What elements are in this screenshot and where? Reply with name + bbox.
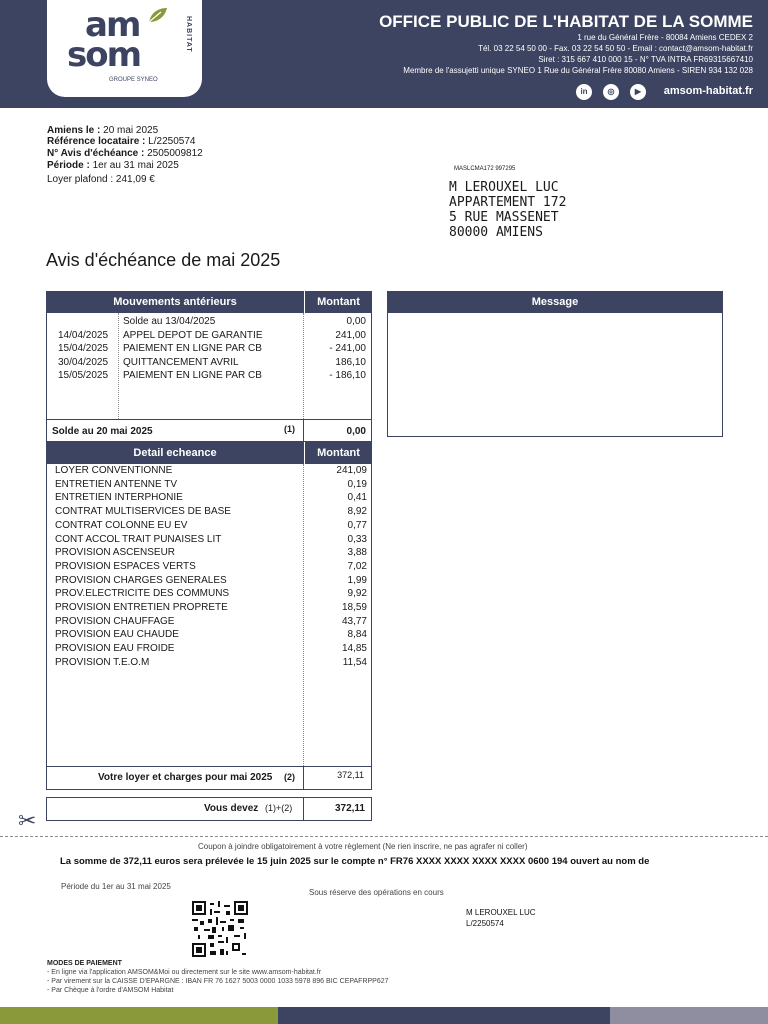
loyer-plafond: Loyer plafond : 241,09 €: [47, 174, 155, 185]
detail-amount: 0,41: [347, 492, 367, 504]
detail-amount: 14,85: [341, 643, 367, 655]
detail-header: Detail echeance: [46, 442, 304, 464]
coupon-ref: L/2250574: [466, 919, 504, 928]
organization-name: OFFICE PUBLIC DE L'HABITAT DE LA SOMME: [379, 12, 753, 31]
payment-line-3: - Par Chèque à l'ordre d'AMSOM Habitat: [47, 987, 174, 994]
date-line: Amiens le : 20 mai 2025: [47, 125, 159, 136]
detail-amount: 11,54: [342, 656, 367, 668]
period-line: Période : 1er au 31 mai 2025: [47, 160, 179, 171]
mv-amount: 186,10: [335, 356, 366, 368]
solde-label: Solde au 20 mai 2025: [52, 426, 153, 437]
logo-habitat-text: HABITAT: [185, 16, 192, 53]
payment-title: MODES DE PAIEMENT: [47, 960, 122, 967]
detail-label: CONT ACCOL TRAIT PUNAISES LIT: [55, 533, 222, 545]
org-address: 1 rue du Général Frère - 80084 Amiens CEDEX 2: [577, 33, 753, 42]
page-title: Avis d'échéance de mai 2025: [46, 250, 281, 270]
detail-amount: 0,33: [347, 533, 367, 545]
total-label: Votre loyer et charges pour mai 2025: [98, 772, 273, 783]
detail-label: PROVISION T.E.O.M: [55, 656, 150, 668]
mv-date: 15/04/2025: [58, 343, 109, 355]
solde-value: 0,00: [346, 426, 366, 437]
mouvements-header: Mouvements antérieurs: [46, 291, 304, 313]
detail-amount: 0,19: [347, 478, 367, 490]
total-value: 372,11: [337, 770, 364, 780]
website-link[interactable]: amsom-habitat.fr: [663, 85, 753, 97]
amsom-logo: [47, 0, 202, 97]
mv-date: 30/04/2025: [58, 356, 109, 368]
recipient-address: M LEROUXEL LUC APPARTEMENT 172 5 RUE MASSENET 80000 AMIENS: [449, 180, 567, 240]
qr-code: [192, 901, 248, 957]
detail-label: CONTRAT MULTISERVICES DE BASE: [55, 506, 231, 518]
total-col-divider: [303, 766, 304, 790]
detail-amount: 9,92: [347, 588, 367, 600]
coupon-reserve: Sous réserve des opérations en cours: [309, 888, 444, 897]
detail-label: PROV.ELECTRICITE DES COMMUNS: [55, 588, 230, 600]
logo-group-text: GROUPE SYNEO: [109, 77, 158, 83]
detail-amount: 0,77: [347, 519, 367, 531]
mv-label: PAIEMENT EN LIGNE PAR CB: [123, 343, 262, 355]
detail-amount: 241,09: [336, 465, 367, 476]
org-contact: Tél. 03 22 54 50 00 - Fax. 03 22 54 50 50 - Email : contact@amsom-habitat.fr: [478, 44, 753, 53]
scissors-icon: ✂: [18, 808, 37, 833]
footer-bar-navy: [278, 1007, 610, 1024]
date-divider: [118, 313, 119, 419]
avis-number-line: N° Avis d'échéance : 2505009812: [47, 148, 203, 159]
detail-label: PROVISION EAU FROIDE: [55, 643, 175, 655]
letterhead-banner: [0, 0, 768, 108]
solde-divider: [46, 419, 372, 420]
debit-text: La somme de 372,11 euros sera prélevée le 15 juin 2025 sur le compte n° FR76 XXXX XXXX XXXX XXXX 0600 194 ouvert au nom de: [60, 856, 650, 867]
org-siret: Siret : 315 667 410 000 15 - N° TVA INTRA FR69315667410: [538, 55, 753, 64]
coupon-period: Période du 1er au 31 mai 2025: [61, 882, 171, 891]
detail-amount: 7,02: [347, 560, 367, 572]
detail-label: PROVISION CHAUFFAGE: [55, 615, 175, 627]
detail-label: PROVISION EAU CHAUDE: [55, 629, 179, 641]
detail-label: PROVISION ENTRETIEN PROPRETE: [55, 602, 228, 613]
mv-amount: - 241,00: [329, 343, 366, 355]
instagram-icon[interactable]: ◎: [603, 84, 619, 100]
detail-label: LOYER CONVENTIONNE: [55, 465, 173, 476]
detail-amount-header: Montant: [304, 442, 372, 464]
coupon-notice: Coupon à joindre obligatoirement à votre règlement (Ne rien inscrire, ne pas agrafer ni coller): [198, 842, 528, 851]
coupon-name: M LEROUXEL LUC: [466, 908, 536, 917]
reference-line: Référence locataire : L/2250574: [47, 136, 196, 147]
detail-label: PROVISION CHARGES GENERALES: [55, 574, 227, 586]
message-header: Message: [387, 291, 723, 313]
amount-divider: [303, 313, 304, 419]
mouvements-amount-header: Montant: [304, 291, 372, 313]
detail-label: ENTRETIEN INTERPHONIE: [55, 492, 183, 504]
due-label: Vous devez: [204, 803, 259, 814]
detail-amount: 3,88: [347, 547, 367, 559]
solde-ref: (1): [284, 424, 295, 434]
footer-bar-grey: [610, 1007, 768, 1024]
mv-amount: - 186,10: [329, 370, 366, 382]
logo-text-som: som: [67, 35, 141, 75]
due-col-divider: [303, 797, 304, 821]
due-value: 372,11: [334, 803, 365, 814]
detail-label: ENTRETIEN ANTENNE TV: [55, 478, 178, 490]
mail-code: MASLCMA172 997295: [454, 166, 516, 172]
detail-amount: 8,92: [347, 506, 367, 518]
detail-amount: 43,77: [341, 615, 367, 627]
total-divider: [46, 766, 372, 767]
mv-label: QUITTANCEMENT AVRIL: [123, 356, 239, 368]
detail-amount: 18,59: [341, 602, 367, 613]
logo-text-am: am: [85, 5, 140, 45]
detail-label: PROVISION ESPACES VERTS: [55, 560, 196, 572]
leaf-icon: [147, 6, 169, 24]
mv-date: 14/04/2025: [58, 329, 109, 341]
linkedin-icon[interactable]: in: [576, 84, 592, 100]
org-member: Membre de l'assujetti unique SYNEO 1 Rue du Général Frère 80080 Amiens - SIREN 934 132 028: [403, 66, 753, 75]
detail-amount: 8,84: [347, 629, 367, 641]
mv-amount: 0,00: [346, 316, 366, 327]
footer-bar-green: [0, 1007, 278, 1024]
payment-line-1: - En ligne via l'application AMSOM&Moi ou directement sur le site www.amsom-habitat.fr: [47, 969, 322, 976]
mv-label: Solde au 13/04/2025: [123, 316, 216, 327]
detail-label: PROVISION ASCENSEUR: [55, 547, 176, 559]
mv-label: APPEL DEPOT DE GARANTIE: [123, 329, 263, 341]
mv-amount: 241,00: [335, 329, 366, 341]
detail-amount-divider: [303, 464, 304, 766]
due-ref: (1)+(2): [265, 803, 293, 813]
payment-line-2: - Par virement sur la CAISSE D'EPARGNE : IBAN FR 76 1627 5003 0000 1033 5978 896 BIC CEPAFRPP627: [47, 978, 389, 985]
mv-date: 15/05/2025: [58, 370, 109, 382]
detail-amount: 1,99: [347, 574, 367, 586]
cut-line: [0, 836, 768, 837]
mv-label: PAIEMENT EN LIGNE PAR CB: [123, 370, 262, 382]
solde-col-divider: [303, 419, 304, 441]
detail-label: CONTRAT COLONNE EU EV: [55, 519, 188, 531]
total-ref: (2): [284, 772, 295, 782]
youtube-icon[interactable]: ▶: [630, 84, 646, 100]
